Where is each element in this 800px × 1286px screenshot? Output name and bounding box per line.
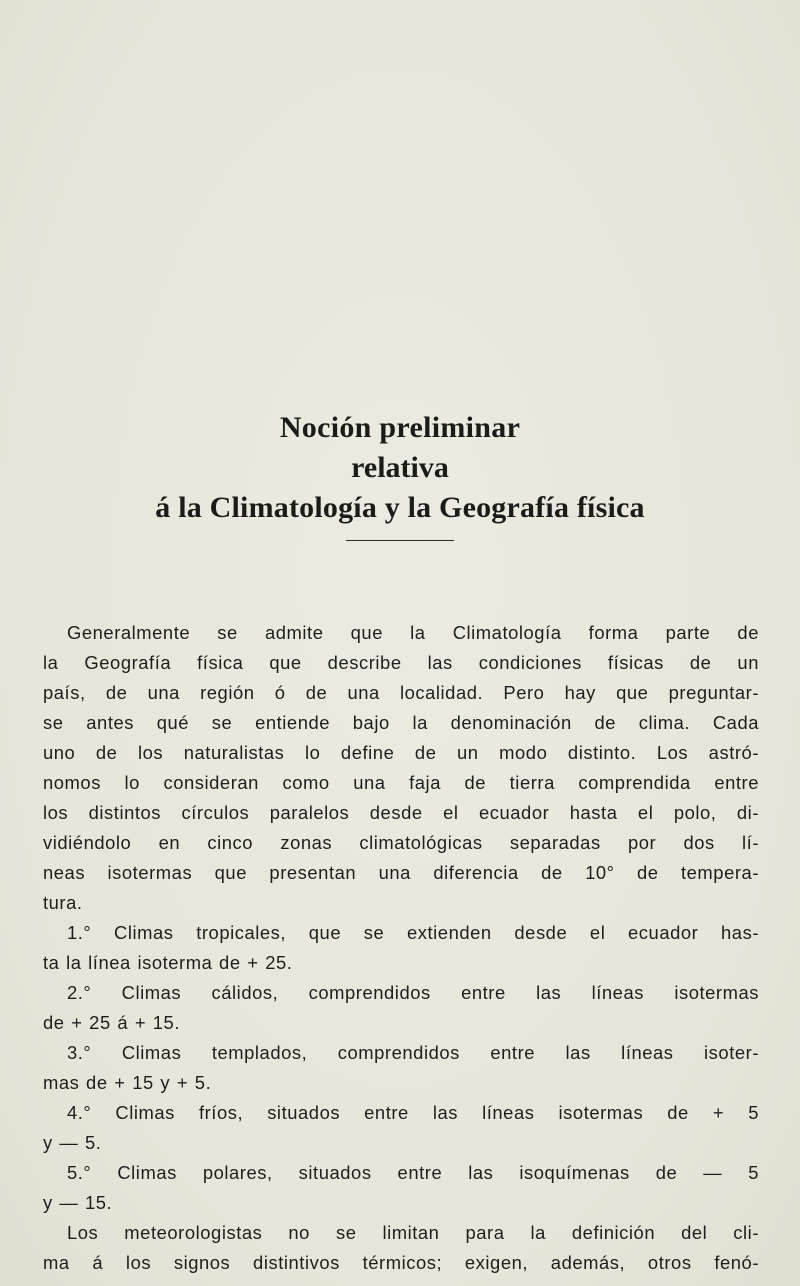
list-item-line: 1.° Climas tropicales, que se extienden desde el ecuador has- [67, 922, 759, 943]
text-line: se antes qué se entiende bajo la denominación de clima. Cada [43, 712, 759, 733]
list-item-line: de + 25 á + 15. [43, 1012, 180, 1033]
body-text [43, 618, 759, 1278]
list-item-line: y — 15. [43, 1192, 113, 1213]
text-line: los distintos círculos paralelos desde el ecuador hasta el polo, di- [43, 802, 759, 823]
text-line: nomos lo consideran como una faja de tierra comprendida entre [43, 772, 759, 793]
list-item-line: 5.° Climas polares, situados entre las isoquímenas de — 5 [67, 1162, 759, 1183]
list-item-line: ta la línea isoterma de + 25. [43, 952, 293, 973]
title-line-3: á la Climatología y la Geografía física [155, 491, 645, 524]
text-line: Los meteorologistas no se limitan para la definición del cli- [67, 1222, 759, 1243]
text-line: tura. [43, 892, 83, 913]
title-line-2: relativa [351, 451, 449, 484]
text-line: neas isotermas que presentan una diferencia de 10° de tempera- [43, 862, 759, 883]
text-line: uno de los naturalistas lo define de un modo distinto. Los astró- [43, 742, 759, 763]
title-divider [346, 540, 454, 541]
title-line-1: Noción preliminar [279, 411, 521, 444]
text-line: ma á los signos distintivos térmicos; exigen, además, otros fenó- [43, 1252, 759, 1273]
list-item-line: 3.° Climas templados, comprendidos entre las líneas isoter- [67, 1042, 759, 1063]
list-item-line: mas de + 15 y + 5. [43, 1072, 212, 1093]
text-line: vidiéndolo en cinco zonas climatológicas separadas por dos lí- [43, 832, 759, 853]
text-line: la Geografía física que describe las condiciones físicas de un [43, 652, 759, 673]
chapter-title [0, 408, 800, 528]
list-item-line: 2.° Climas cálidos, comprendidos entre las líneas isotermas [67, 982, 759, 1003]
text-line: Generalmente se admite que la Climatología forma parte de [67, 622, 759, 643]
list-item-line: 4.° Climas fríos, situados entre las líneas isotermas de + 5 [67, 1102, 759, 1123]
list-item-line: y — 5. [43, 1132, 102, 1153]
text-line: país, de una región ó de una localidad. Pero hay que preguntar- [43, 682, 759, 703]
